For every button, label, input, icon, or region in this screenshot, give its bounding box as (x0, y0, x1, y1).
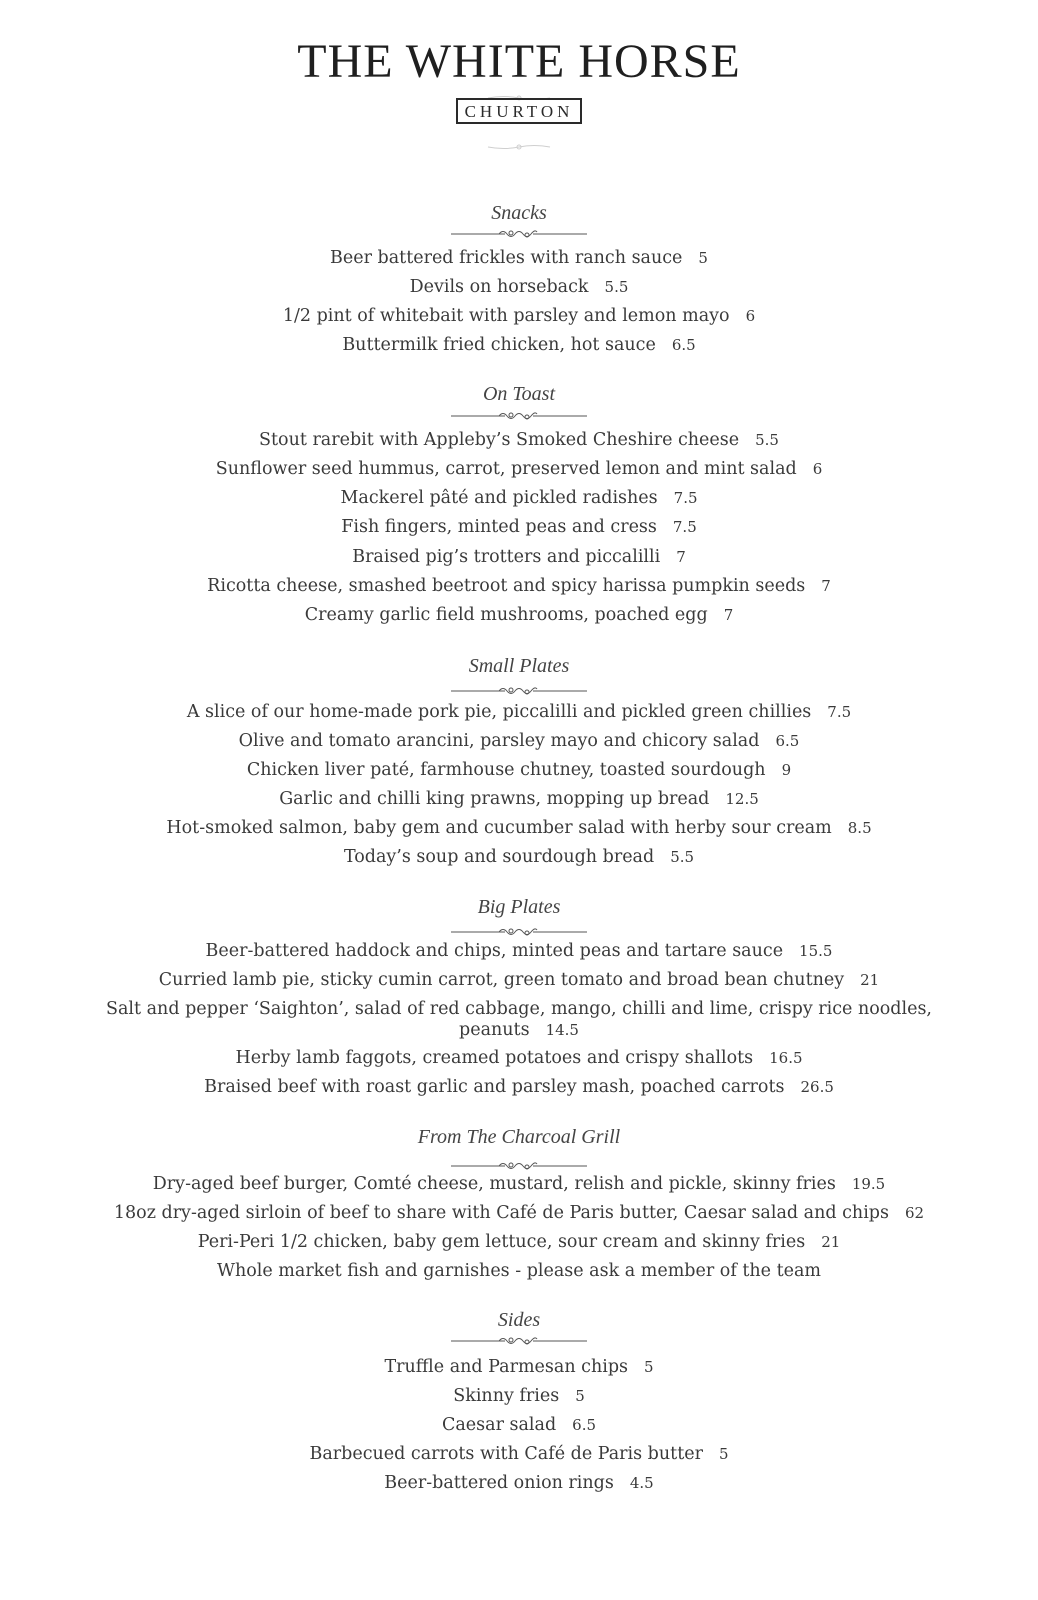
menu-item (0, 731, 1038, 751)
item-price: 12.5 (725, 790, 759, 808)
item-name: Skinny fries (453, 1386, 560, 1406)
item-price: 26.5 (800, 1078, 834, 1096)
section-heading-small-plates: Small Plates (468, 655, 570, 677)
item-price: 19.5 (851, 1175, 886, 1193)
item-name: 18oz dry-aged sirloin of beef to share with Café de Paris butter, Caesar salad and chips (113, 1203, 889, 1223)
menu-item (0, 847, 1038, 867)
menu-item (69, 999, 969, 1041)
item-price: 6 (745, 307, 756, 325)
item-name: Barbecued carrots with Café de Paris butter (309, 1444, 703, 1464)
item-name: Whole market fish and garnishes - please ask a member of the team (216, 1261, 822, 1281)
divider-flourish (0, 1159, 1038, 1173)
item-price: 5 (698, 249, 708, 267)
item-price: 6.5 (671, 336, 696, 354)
item-price: 5 (575, 1387, 585, 1405)
item-name: Truffle and Parmesan chips (384, 1357, 629, 1377)
menu-title: THE WHITE HORSE (297, 35, 741, 88)
menu-item (0, 818, 1038, 838)
item-name: Mackerel pâté and pickled radishes (340, 488, 658, 508)
item-name: Creamy garlic field mushrooms, poached egg (304, 605, 708, 625)
menu-item (0, 789, 1038, 809)
menu-item (0, 605, 1038, 625)
section-heading-on-toast: On Toast (482, 383, 556, 405)
menu-item (0, 335, 1038, 355)
menu-item (0, 576, 1038, 596)
menu-item (0, 547, 1038, 567)
item-name: 1/2 pint of whitebait with parsley and lemon mayo (282, 306, 730, 326)
menu-item (0, 306, 1038, 326)
item-price: 5 (644, 1358, 654, 1376)
item-name: Fish fingers, minted peas and cress (341, 517, 657, 537)
menu-subtitle: CHURTON (456, 98, 583, 124)
item-name: Herby lamb faggots, creamed potatoes and crispy shallots (235, 1048, 754, 1068)
item-price: 5.5 (670, 848, 695, 866)
item-price: 6 (812, 460, 823, 478)
menu-item (0, 1232, 1038, 1252)
title-flourish-bottom (0, 143, 1038, 151)
item-name: Today’s soup and sourdough bread (343, 847, 655, 867)
item-price: 6.5 (775, 732, 800, 750)
divider-flourish (0, 409, 1038, 423)
menu-item (0, 1174, 1038, 1194)
item-name: Devils on horseback (409, 277, 589, 297)
item-name: Curried lamb pie, sticky cumin carrot, green tomato and broad bean chutney (158, 970, 845, 990)
menu-item (0, 1444, 1038, 1464)
item-price: 8.5 (847, 819, 872, 837)
item-name: Caesar salad (441, 1415, 557, 1435)
subtitle-box (0, 98, 1038, 124)
menu-item (0, 1386, 1038, 1406)
menu-item (0, 1415, 1038, 1435)
item-name: Olive and tomato arancini, parsley mayo and chicory salad (238, 731, 760, 751)
menu-item (0, 1261, 1038, 1281)
item-name: Beer-battered onion rings (384, 1473, 614, 1493)
menu-item (0, 277, 1038, 297)
item-price: 9 (781, 761, 792, 779)
item-price: 21 (860, 971, 880, 989)
menu-item (0, 430, 1038, 450)
menu-item (0, 459, 1038, 479)
section-heading-grill: From The Charcoal Grill (417, 1126, 621, 1148)
item-price: 7 (676, 548, 686, 566)
menu-item (0, 1203, 1038, 1223)
divider-flourish (0, 684, 1038, 698)
menu-item (0, 1357, 1038, 1377)
item-name: A slice of our home-made pork pie, piccalilli and pickled green chillies (186, 702, 812, 722)
divider-flourish (0, 925, 1038, 939)
menu-item (0, 970, 1038, 990)
item-price: 7 (723, 606, 734, 624)
item-name: Hot-smoked salmon, baby gem and cucumber salad with herby sour cream (166, 818, 832, 838)
menu-item (0, 488, 1038, 508)
item-name: Peri-Peri 1/2 chicken, baby gem lettuce, sour cream and skinny fries (197, 1232, 806, 1252)
item-price: 5.5 (755, 431, 779, 449)
menu-item (0, 517, 1038, 537)
menu-item (0, 1048, 1038, 1068)
menu-item (0, 248, 1038, 268)
item-name: Beer battered frickles with ranch sauce (330, 248, 683, 268)
item-name: Chicken liver paté, farmhouse chutney, toasted sourdough (246, 760, 766, 780)
menu-item (0, 1077, 1038, 1097)
item-name: Dry-aged beef burger, Comté cheese, mustard, relish and pickle, skinny fries (152, 1174, 836, 1194)
menu-item (0, 760, 1038, 780)
item-price: 5.5 (604, 278, 629, 296)
item-price: 14.5 (545, 1021, 579, 1039)
item-name: Ricotta cheese, smashed beetroot and spicy harissa pumpkin seeds (207, 576, 806, 596)
item-price: 7 (821, 577, 831, 595)
item-price: 7.5 (672, 518, 697, 536)
section-heading-sides: Sides (497, 1309, 541, 1331)
item-name: Beer-battered haddock and chips, minted peas and tartare sauce (205, 941, 784, 961)
item-price: 7.5 (673, 489, 698, 507)
item-name: Buttermilk fried chicken, hot sauce (342, 335, 656, 355)
menu-item (0, 702, 1038, 722)
item-name: Salt and pepper ‘Saighton’, salad of red cabbage, mango, chilli and lime, crispy rice noodles, peanuts (106, 999, 932, 1040)
item-price: 6.5 (572, 1416, 597, 1434)
item-name: Stout rarebit with Appleby’s Smoked Cheshire cheese (259, 430, 740, 450)
section-heading-big-plates: Big Plates (477, 896, 561, 918)
item-price: 7.5 (827, 703, 852, 721)
section-heading-snacks: Snacks (491, 202, 547, 224)
item-price: 16.5 (769, 1049, 803, 1067)
menu-item (0, 1473, 1038, 1493)
item-price: 15.5 (799, 942, 833, 960)
item-price: 62 (904, 1204, 925, 1222)
item-name: Sunflower seed hummus, carrot, preserved lemon and mint salad (215, 459, 797, 479)
item-name: Braised beef with roast garlic and parsley mash, poached carrots (204, 1077, 785, 1097)
divider-flourish (0, 227, 1038, 241)
item-price: 21 (821, 1233, 841, 1251)
item-price: 5 (718, 1445, 729, 1463)
divider-flourish (0, 1334, 1038, 1348)
item-price: 4.5 (629, 1474, 654, 1492)
menu-item (0, 941, 1038, 961)
item-name: Garlic and chilli king prawns, mopping up bread (279, 789, 710, 809)
item-name: Braised pig’s trotters and piccalilli (352, 547, 661, 567)
